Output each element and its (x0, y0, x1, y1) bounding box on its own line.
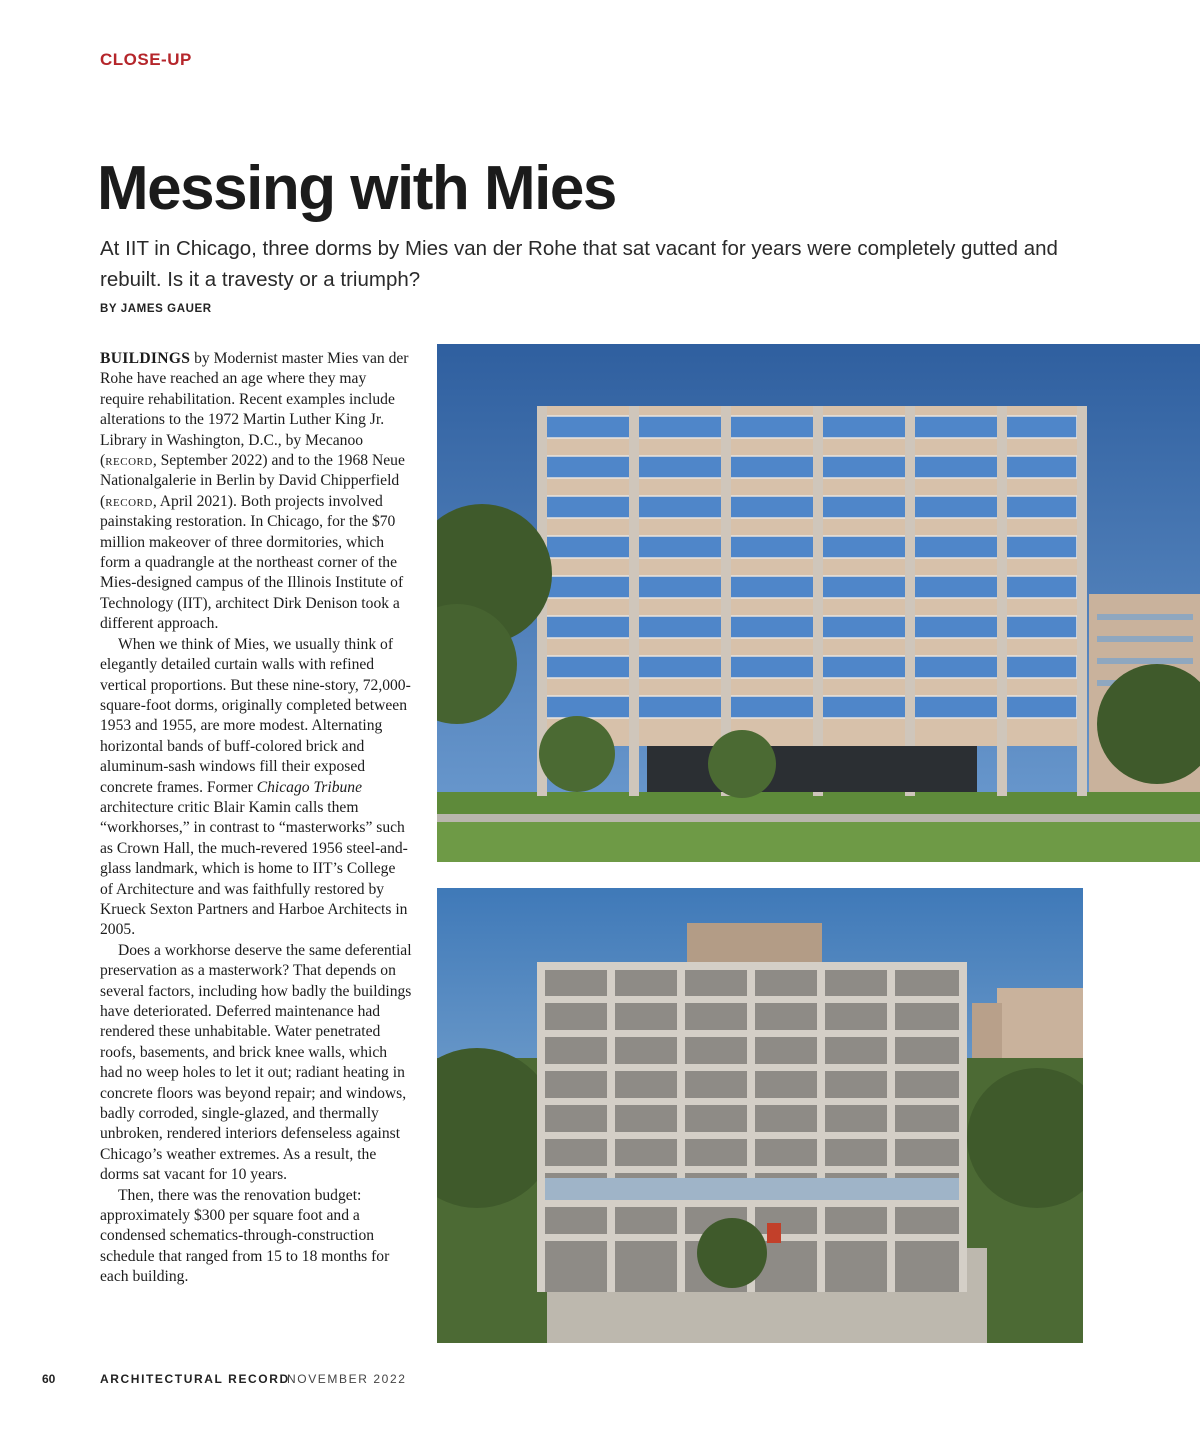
photo-renovated-dorm (437, 344, 1200, 862)
record-mention: record (105, 493, 153, 510)
article-title: Messing with Mies (97, 154, 616, 223)
page-number: 60 (42, 1372, 56, 1386)
paragraph-1-text-b: , September 2022) and to the 1968 Neue Nationalgalerie in Berlin by David Chipperfield ( (100, 452, 405, 510)
paragraph-1-text-a: by Modernist master Mies van der Rohe have reached an age where they may require rehabilitation. Recent examples include alterations to the 1972 Martin Luther King Jr. Library in Washington, D.C., by Mecanoo ( (100, 350, 409, 470)
article-body (100, 349, 412, 1288)
record-mention: record (105, 453, 153, 470)
paragraph-2-text-b: architecture critic Blair Kamin calls them “workhorses,” in contrast to “masterworks” such as Crown Hall, the much-revered 1956 steel-and-glass landmark, which is home to IIT’s College of Architecture and was faithfully restored by Krueck Sexton Partners and Harboe Architects in 2005. (100, 798, 408, 939)
paragraph-4: Then, there was the renovation budget: approximately $300 per square foot and a condensed schematics-through-construction schedule that ranged from 15 to 18 months for each building. (100, 1186, 390, 1286)
publication-name: Chicago Tribune (256, 778, 362, 796)
paragraph-1-text-c: , April 2021). Both projects involved painstaking restoration. In Chicago, for the $70 million makeover of three dormitories, which form a quadrangle at the northeast corner of the Mies-designed campus of the Illinois Institute of Technology (IIT), architect Dirk Denison took a different approach. (100, 492, 404, 633)
paragraph-3: Does a workhorse deserve the same deferential preservation as a masterwork? That depends on several factors, including how badly the buildings have deteriorated. Deferred maintenance had rendered these unhabitable. Water penetrated roofs, basements, and brick knee walls, which had no weep holes to let it out; radiant heating in concrete floors was beyond repair; and windows, badly corroded, single-glazed, and thermally unbroken, rendered interiors defenseless against Chicago’s weather extremes. As a result, the dorms sat vacant for 10 years. (100, 941, 412, 1184)
lead-in: BUILDINGS (100, 350, 191, 367)
photo-gutted-dorm (437, 888, 1083, 1343)
magazine-name: ARCHITECTURAL RECORD (100, 1372, 290, 1386)
paragraph-1 (100, 349, 412, 635)
paragraph-2-text-a: When we think of Mies, we usually think of elegantly detailed curtain walls with refined vertical proportions. But these nine-story, 72,000-square-foot dorms, originally completed between 1953 and 1955, are more modest. Alternating horizontal bands of buff-colored brick and aluminum-sash windows fill their exposed concrete frames. Former (100, 635, 411, 796)
issue-date: NOVEMBER 2022 (287, 1372, 407, 1386)
section-tag: CLOSE-UP (100, 50, 192, 69)
byline: BY JAMES GAUER (100, 303, 212, 315)
paragraph-2 (100, 635, 412, 941)
article-deck: At IIT in Chicago, three dorms by Mies van der Rohe that sat vacant for years were completely gutted and rebuilt. Is it a travesty or a triumph? (100, 237, 1058, 291)
